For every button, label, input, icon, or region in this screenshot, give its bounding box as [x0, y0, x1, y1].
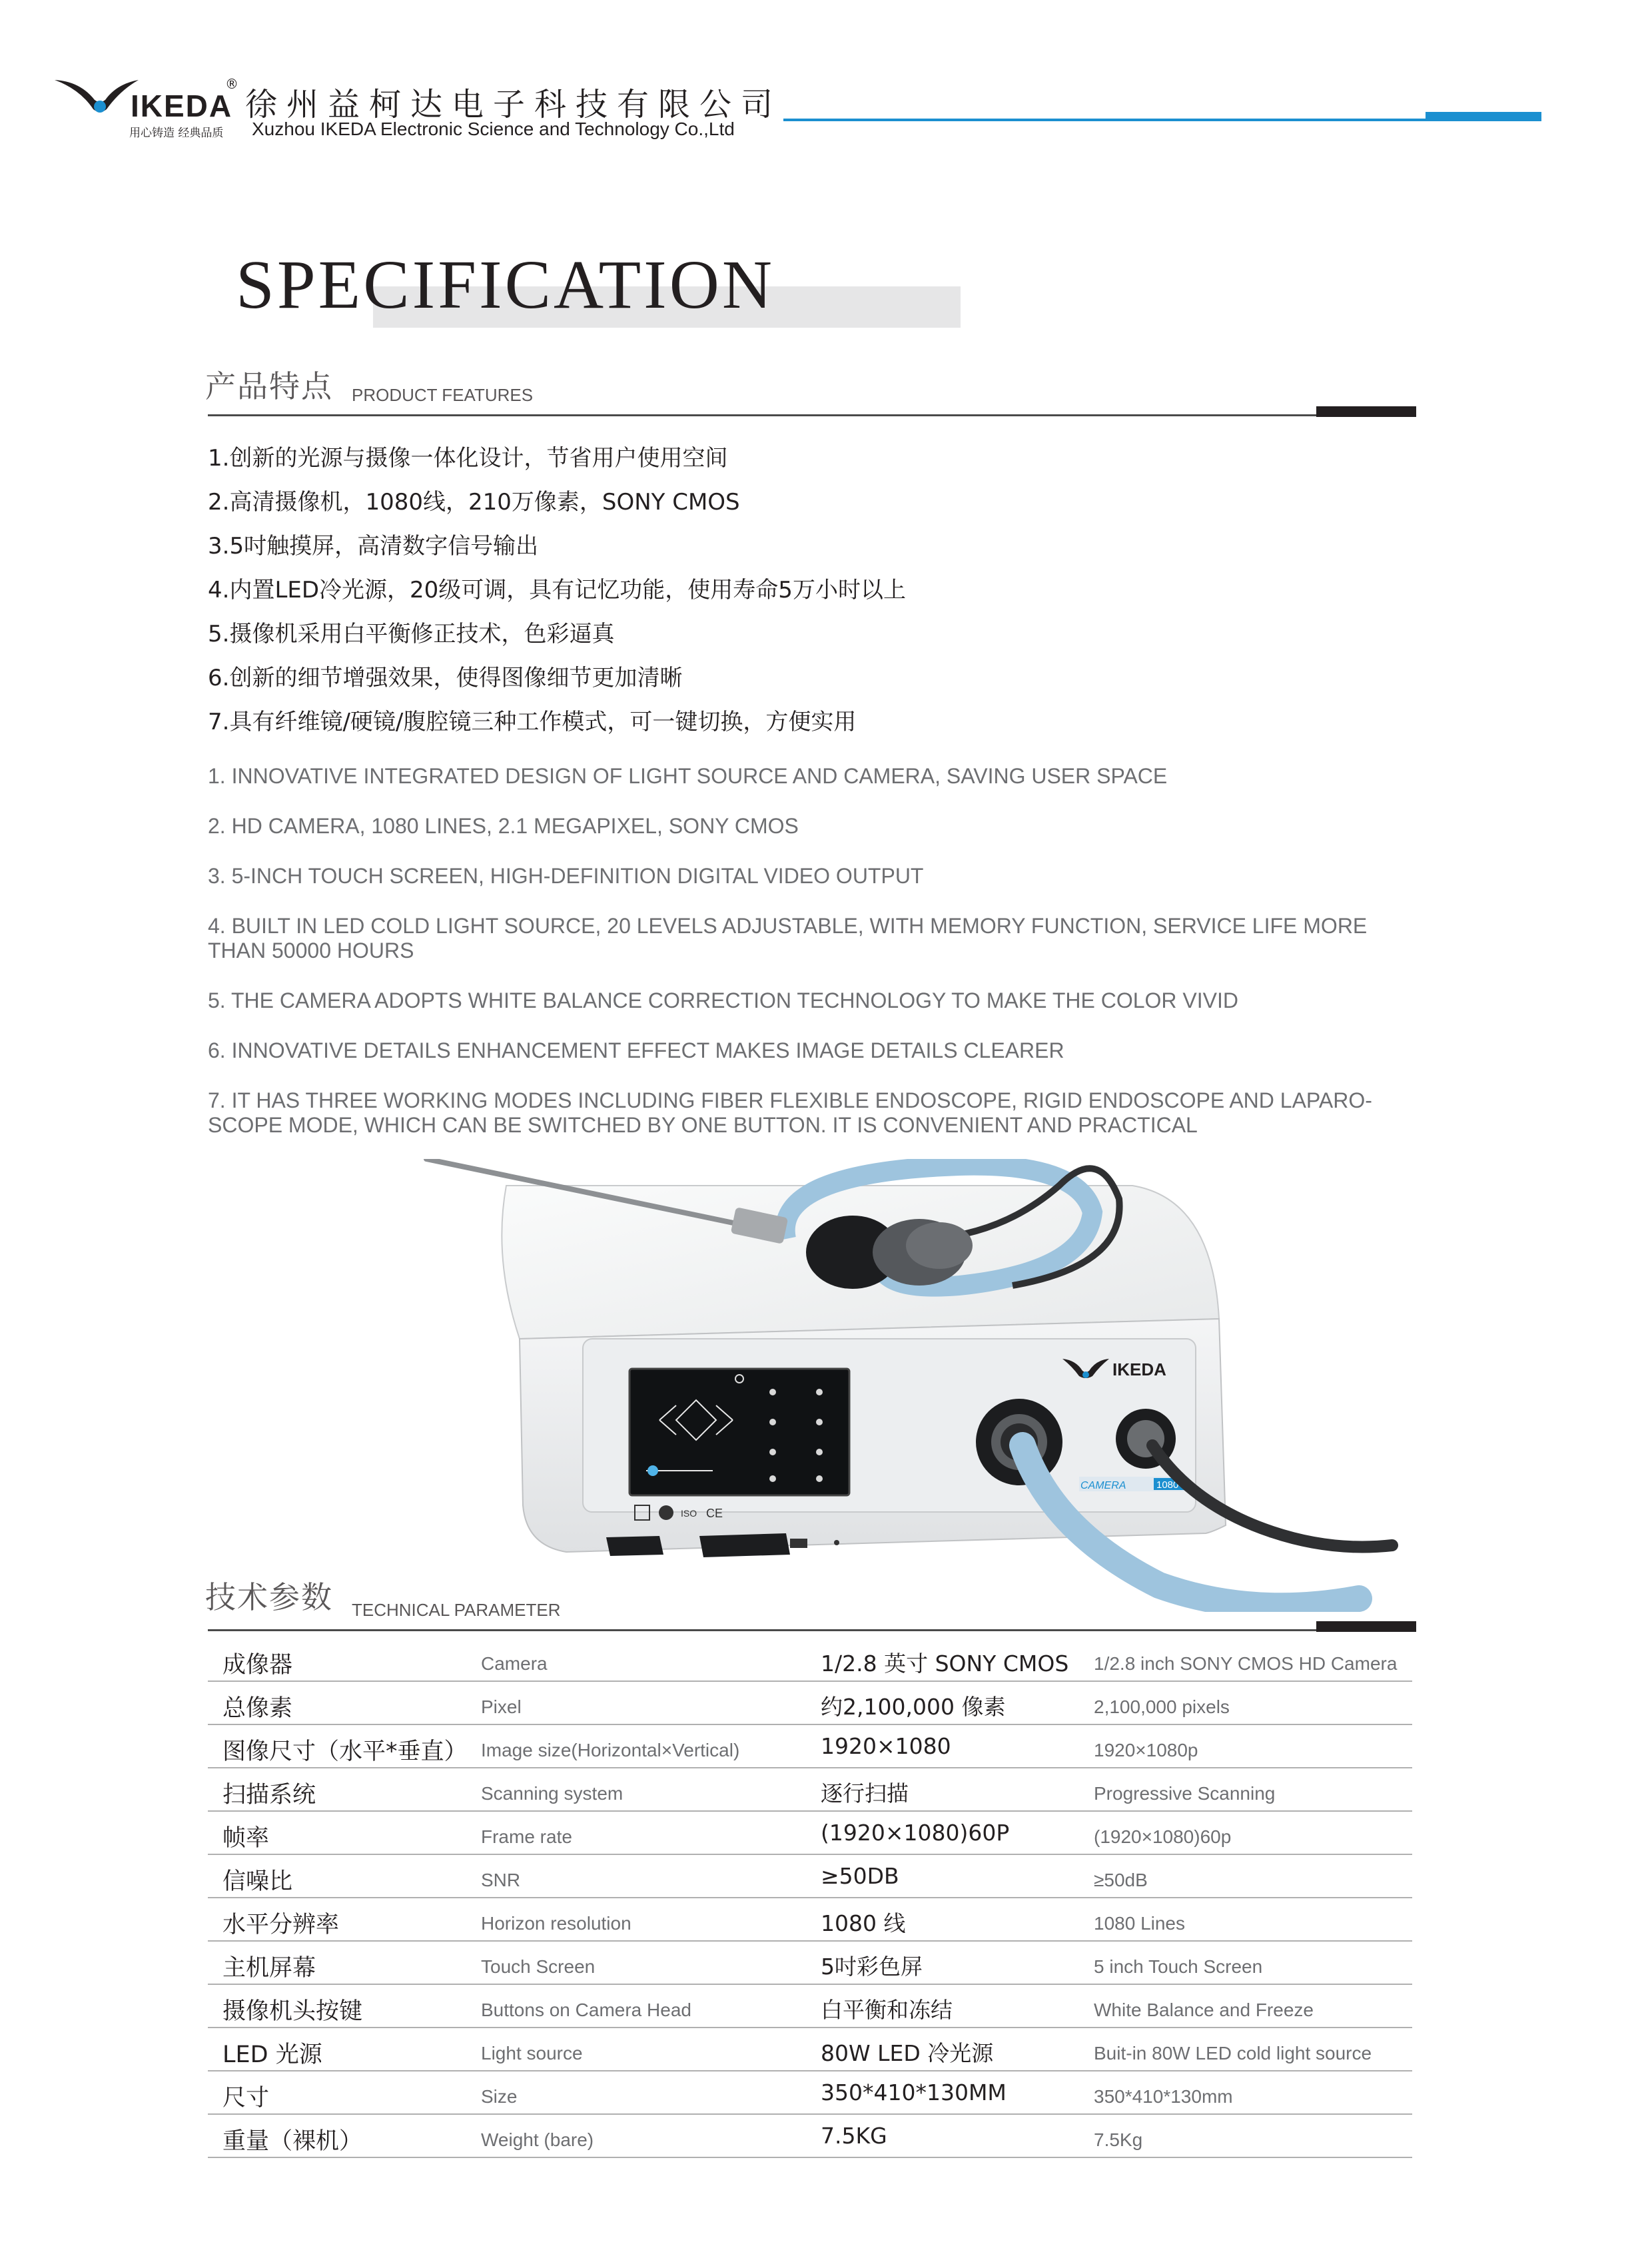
param-value-cn: 80W LED 冷光源 [821, 2040, 994, 2066]
company-name-en: Xuzhou IKEDA Electronic Science and Technology Co.,Ltd [252, 119, 735, 139]
feature-cn-3: 3.5吋触摸屏，高清数字信号输出 [208, 533, 539, 560]
param-value-cn: 白平衡和冻结 [821, 1997, 953, 2023]
param-value-en: 2,100,000 pixels [1094, 1696, 1230, 1717]
param-name-en: Scanning system [481, 1783, 623, 1804]
param-value-cn: (1920×1080)60P [821, 1820, 1010, 1846]
param-name-cn: 尺寸 [222, 2085, 270, 2111]
tech-rule-accent [1316, 1621, 1416, 1632]
param-value-en: 1/2.8 inch SONY CMOS HD Camera [1094, 1653, 1398, 1674]
param-value-cn: 逐行扫描 [821, 1780, 909, 1806]
param-value-en: 7.5Kg [1094, 2129, 1143, 2150]
feature-en-7: 7. IT HAS THREE WORKING MODES INCLUDING FIBER FLEXIBLE ENDOSCOPE, RIGID ENDOSCOPE AND LAPARO- [208, 1088, 1372, 1112]
feature-cn-5: 5.摄像机采用白平衡修正技术，色彩逼真 [208, 621, 615, 647]
panel-model-label: CAMERA [1080, 1480, 1126, 1491]
param-name-en: Frame rate [481, 1826, 572, 1847]
param-value-cn: 1920×1080 [821, 1733, 951, 1759]
feature-en-5: 5. THE CAMERA ADOPTS WHITE BALANCE CORRECTION TECHNOLOGY TO MAKE THE COLOR VIVID [208, 988, 1238, 1012]
param-name-cn: 帧率 [222, 1825, 270, 1852]
param-value-cn: 5吋彩色屏 [821, 1954, 923, 1980]
tech-rule [208, 1629, 1412, 1631]
param-name-cn: LED 光源 [222, 2042, 322, 2068]
panel-ce-mark: CE [706, 1507, 723, 1520]
feature-cn-7: 7.具有纤维镜/硬镜/腹腔镜三种工作模式，可一键切换，方便实用 [208, 709, 857, 735]
param-value-en: 1080 Lines [1094, 1913, 1186, 1934]
param-name-cn: 图像尺寸（水平*垂直） [222, 1738, 468, 1765]
panel-brand-text: IKEDA [1112, 1359, 1166, 1379]
param-value-cn: 350*410*130MM [821, 2079, 1007, 2105]
param-value-en: 350*410*130mm [1094, 2086, 1233, 2107]
feature-cn-1: 1.创新的光源与摄像一体化设计，节省用户使用空间 [208, 445, 728, 472]
param-value-cn: 1/2.8 英寸 SONY CMOS [821, 1651, 1069, 1677]
table-row [208, 1810, 1412, 1855]
feature-en-2: 2. HD CAMERA, 1080 LINES, 2.1 MEGAPIXEL, SONY CMOS [208, 814, 799, 838]
param-name-cn: 信噪比 [222, 1868, 293, 1895]
param-value-cn: 7.5KG [821, 2123, 887, 2149]
feature-cn-6: 6.创新的细节增强效果，使得图像细节更加清晰 [208, 665, 683, 691]
param-value-cn: 1080 线 [821, 1910, 906, 1936]
table-row [208, 1940, 1412, 1985]
feature-en-6: 6. INNOVATIVE DETAILS ENHANCEMENT EFFECT MAKES IMAGE DETAILS CLEARER [208, 1038, 1064, 1062]
param-value-en: Buit-in 80W LED cold light source [1094, 2043, 1372, 2063]
feature-en-1: 1. INNOVATIVE INTEGRATED DESIGN OF LIGHT SOURCE AND CAMERA, SAVING USER SPACE [208, 764, 1168, 788]
panel-model-badge: 1080 [1156, 1479, 1179, 1491]
param-name-en: Touch Screen [481, 1956, 596, 1977]
logo-wordmark: IKEDA [131, 89, 233, 123]
param-name-en: Image size(Horizontal×Vertical) [481, 1740, 740, 1760]
table-row [208, 1681, 1412, 1725]
feature-cn-2: 2.高清摄像机，1080线，210万像素，SONY CMOS [208, 489, 740, 516]
panel-iso-mark: ISO [681, 1508, 697, 1519]
features-heading-en: PRODUCT FEATURES [352, 385, 534, 405]
param-name-cn: 扫描系统 [222, 1782, 316, 1808]
feature-cn-4: 4.内置LED冷光源，20级可调，具有记忆功能，使用寿命5万小时以上 [208, 577, 906, 603]
param-name-en: Pixel [481, 1696, 522, 1717]
table-row [208, 1897, 1412, 1942]
table-row [208, 1724, 1412, 1768]
table-row [208, 1637, 1412, 1682]
param-name-cn: 成像器 [222, 1652, 293, 1679]
table-row [208, 2027, 1412, 2071]
param-name-en: SNR [481, 1870, 521, 1890]
feature-en-4: 4. BUILT IN LED COLD LIGHT SOURCE, 20 LEVELS ADJUSTABLE, WITH MEMORY FUNCTION, SERVICE LIFE MORE [208, 914, 1368, 938]
param-value-cn: ≥50DB [821, 1863, 899, 1889]
param-value-en: 1920×1080p [1094, 1740, 1198, 1760]
param-value-cn: 约2,100,000 像素 [821, 1694, 1006, 1720]
param-name-cn: 摄像机头按键 [222, 1998, 363, 2025]
company-slogan: 用心铸造 经典品质 [129, 127, 224, 140]
param-value-en: Progressive Scanning [1094, 1783, 1276, 1804]
param-name-cn: 主机屏幕 [222, 1955, 316, 1982]
table-row [208, 2070, 1412, 2115]
table-row [208, 1767, 1412, 1812]
param-value-en: ≥50dB [1094, 1870, 1148, 1890]
header-rule-accent [1426, 112, 1541, 121]
param-value-en: White Balance and Freeze [1094, 2000, 1314, 2020]
param-name-en: Buttons on Camera Head [481, 2000, 691, 2020]
table-row [208, 1854, 1412, 1898]
feature-en-4-cont: THAN 50000 HOURS [208, 938, 414, 962]
tech-heading-en: TECHNICAL PARAMETER [352, 1600, 561, 1620]
param-name-en: Light source [481, 2043, 583, 2063]
page-title: SPECIFICATION [236, 246, 775, 323]
param-value-en: (1920×1080)60p [1094, 1826, 1232, 1847]
feature-en-7-cont: SCOPE MODE, WHICH CAN BE SWITCHED BY ONE BUTTON. IT IS CONVENIENT AND PRACTICAL [208, 1113, 1198, 1137]
param-name-en: Horizon resolution [481, 1913, 631, 1934]
param-name-en: Camera [481, 1653, 548, 1674]
param-name-en: Size [481, 2086, 518, 2107]
param-name-cn: 水平分辨率 [222, 1912, 340, 1938]
ikeda-logo-mark-icon [53, 75, 140, 121]
param-value-en: 5 inch Touch Screen [1094, 1956, 1263, 1977]
features-heading-cn: 产品特点 [205, 368, 333, 404]
table-row [208, 1984, 1412, 2028]
product-illustration [413, 1159, 1399, 1612]
param-name-cn: 重量（裸机） [222, 2128, 363, 2155]
tech-heading-cn: 技术参数 [205, 1579, 333, 1615]
feature-en-3: 3. 5-INCH TOUCH SCREEN, HIGH-DEFINITION DIGITAL VIDEO OUTPUT [208, 864, 924, 888]
table-row [208, 2113, 1412, 2158]
features-rule [208, 414, 1412, 416]
company-name-cn: 徐州益柯达电子科技有限公司 [245, 86, 783, 123]
param-name-cn: 总像素 [222, 1695, 293, 1722]
param-name-en: Weight (bare) [481, 2129, 594, 2150]
features-rule-accent [1316, 406, 1416, 417]
registered-mark: ® [225, 76, 238, 92]
